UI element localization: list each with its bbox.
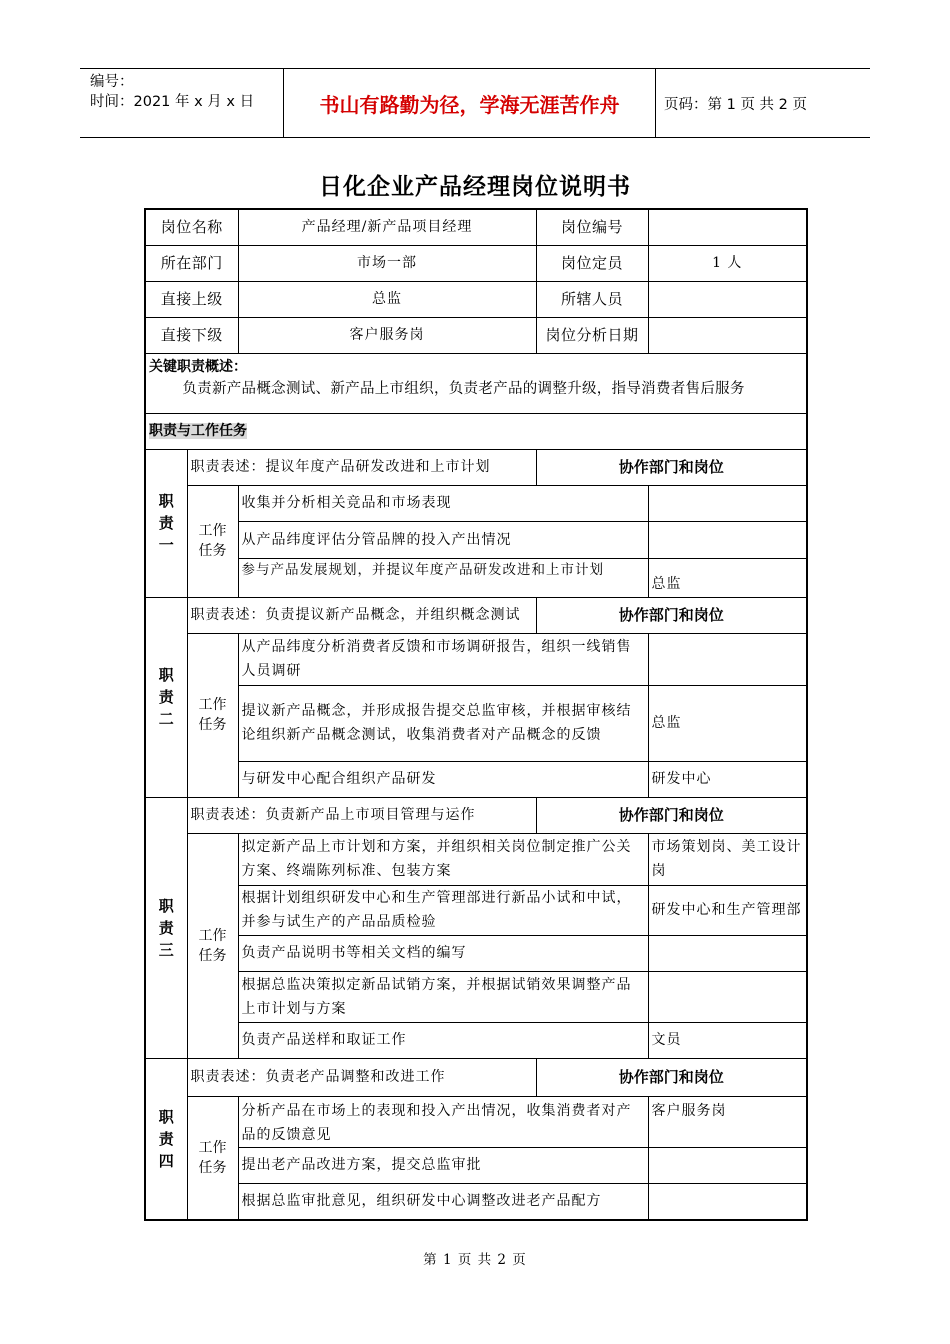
headcount-label: 岗位定员 (536, 245, 648, 281)
task-text: 分析产品在市场上的表现和投入产出情况，收集消费者对产品的反馈意见 (238, 1096, 648, 1147)
task-text: 拟定新产品上市计划和方案，并组织相关岗位制定推广公关方案、终端陈列标准、包装方案 (238, 833, 648, 885)
position-code-label: 岗位编号 (536, 209, 648, 245)
task-row (145, 1022, 807, 1058)
subordinate-value: 客户服务岗 (238, 317, 536, 353)
task-row (145, 761, 807, 797)
summary-text: 负责新产品概念测试、新产品上市组织，负责老产品的调整升级，指导消费者售后服务 (182, 380, 745, 397)
job-description-table (144, 208, 808, 1221)
section-row (145, 413, 807, 449)
header-meta (80, 69, 283, 137)
task-row (145, 485, 807, 521)
task-label: 工作 任务 (187, 633, 238, 797)
position-name-value: 产品经理/新产品项目经理 (238, 209, 536, 245)
headcount-value: 1 人 (648, 245, 807, 281)
task-collab (648, 935, 807, 971)
duty-name: 职 责 三 (145, 797, 187, 1058)
header-slogan: 书山有路勤为径，学海无涯苦作舟 (283, 69, 656, 137)
task-text: 从产品纬度分析消费者反馈和市场调研报告，组织一线销售人员调研 (238, 633, 648, 685)
task-collab (648, 1147, 807, 1183)
task-collab: 研发中心和生产管理部 (648, 885, 807, 935)
task-collab: 客户服务岗 (648, 1096, 807, 1147)
duty-statement: 职责表述：提议年度产品研发改进和上市计划 (187, 449, 536, 485)
task-text: 根据总监决策拟定新品试销方案，并根据试销效果调整产品上市计划与方案 (238, 971, 648, 1022)
task-label: 工作 任务 (187, 485, 238, 597)
staff-value (648, 281, 807, 317)
task-row (145, 1147, 807, 1183)
page-footer: 第 1 页 共 2 页 (423, 1252, 527, 1268)
task-row (145, 935, 807, 971)
task-text: 提出老产品改进方案，提交总监审批 (238, 1147, 648, 1183)
duty-name: 职 责 四 (145, 1058, 187, 1220)
task-row (145, 833, 807, 885)
superior-value: 总监 (238, 281, 536, 317)
task-collab (648, 1183, 807, 1220)
document-title: 日化企业产品经理岗位说明书 (319, 174, 631, 200)
task-collab: 总监 (648, 685, 807, 761)
document-time-label: 时间：2021 年 x 月 x 日 (90, 94, 255, 110)
staff-label: 所辖人员 (536, 281, 648, 317)
duty-statement: 职责表述：负责新产品上市项目管理与运作 (187, 797, 536, 833)
duties-heading: 职责与工作任务 (149, 423, 247, 439)
task-collab (648, 633, 807, 685)
position-code-value (648, 209, 807, 245)
task-row (145, 1183, 807, 1220)
task-text: 与研发中心配合组织产品研发 (238, 761, 648, 797)
collab-header: 协作部门和岗位 (536, 449, 807, 485)
analysis-date-label: 岗位分析日期 (536, 317, 648, 353)
summary-row (145, 353, 807, 413)
task-label: 工作 任务 (187, 1096, 238, 1220)
task-text: 负责产品说明书等相关文档的编写 (238, 935, 648, 971)
task-row (145, 633, 807, 685)
task-collab (648, 971, 807, 1022)
task-collab (648, 521, 807, 558)
task-collab (648, 485, 807, 521)
duty-name: 职 责 一 (145, 449, 187, 597)
document-header (80, 68, 870, 138)
task-label: 工作 任务 (187, 833, 238, 1058)
superior-label: 直接上级 (145, 281, 238, 317)
collab-header: 协作部门和岗位 (536, 1058, 807, 1096)
task-row (145, 521, 807, 558)
header-page-number: 页码：第 1 页 共 2 页 (664, 96, 807, 113)
department-value: 市场一部 (238, 245, 536, 281)
task-row (145, 885, 807, 935)
duty-statement-row (145, 597, 807, 633)
duty-statement-row (145, 1058, 807, 1096)
info-row (145, 209, 807, 245)
task-collab: 文员 (648, 1022, 807, 1058)
duty-statement-row (145, 797, 807, 833)
duty-name: 职 责 二 (145, 597, 187, 797)
duty-statement: 职责表述：负责老产品调整和改进工作 (187, 1058, 536, 1096)
task-row (145, 558, 807, 597)
summary-heading: 关键职责概述： (149, 358, 247, 375)
task-collab: 市场策划岗、美工设计岗 (648, 833, 807, 885)
task-row (145, 685, 807, 761)
analysis-date-value (648, 317, 807, 353)
duty-statement: 职责表述：负责提议新产品概念，并组织概念测试 (187, 597, 536, 633)
info-row (145, 317, 807, 353)
task-text: 收集并分析相关竞品和市场表现 (238, 485, 648, 521)
task-row (145, 1096, 807, 1147)
key-duties-summary (145, 353, 807, 413)
task-collab: 研发中心 (648, 761, 807, 797)
task-text: 根据计划组织研发中心和生产管理部进行新品小试和中试，并参与试生产的产品品质检验 (238, 885, 648, 935)
task-text: 参与产品发展规划，并提议年度产品研发改进和上市计划 (238, 558, 648, 597)
subordinate-label: 直接下级 (145, 317, 238, 353)
task-text: 提议新产品概念，并形成报告提交总监审核，并根据审核结论组织新产品概念测试，收集消费者对产品概念的反馈 (238, 685, 648, 761)
duty-statement-row (145, 449, 807, 485)
position-name-label: 岗位名称 (145, 209, 238, 245)
task-row (145, 971, 807, 1022)
task-text: 负责产品送样和取证工作 (238, 1022, 648, 1058)
info-row (145, 245, 807, 281)
info-row (145, 281, 807, 317)
collab-header: 协作部门和岗位 (536, 797, 807, 833)
department-label: 所在部门 (145, 245, 238, 281)
task-collab: 总监 (648, 558, 807, 597)
collab-header: 协作部门和岗位 (536, 597, 807, 633)
document-number-label: 编号： (90, 74, 134, 90)
task-text: 从产品纬度评估分管品牌的投入产出情况 (238, 521, 648, 558)
task-text: 根据总监审批意见，组织研发中心调整改进老产品配方 (238, 1183, 648, 1220)
